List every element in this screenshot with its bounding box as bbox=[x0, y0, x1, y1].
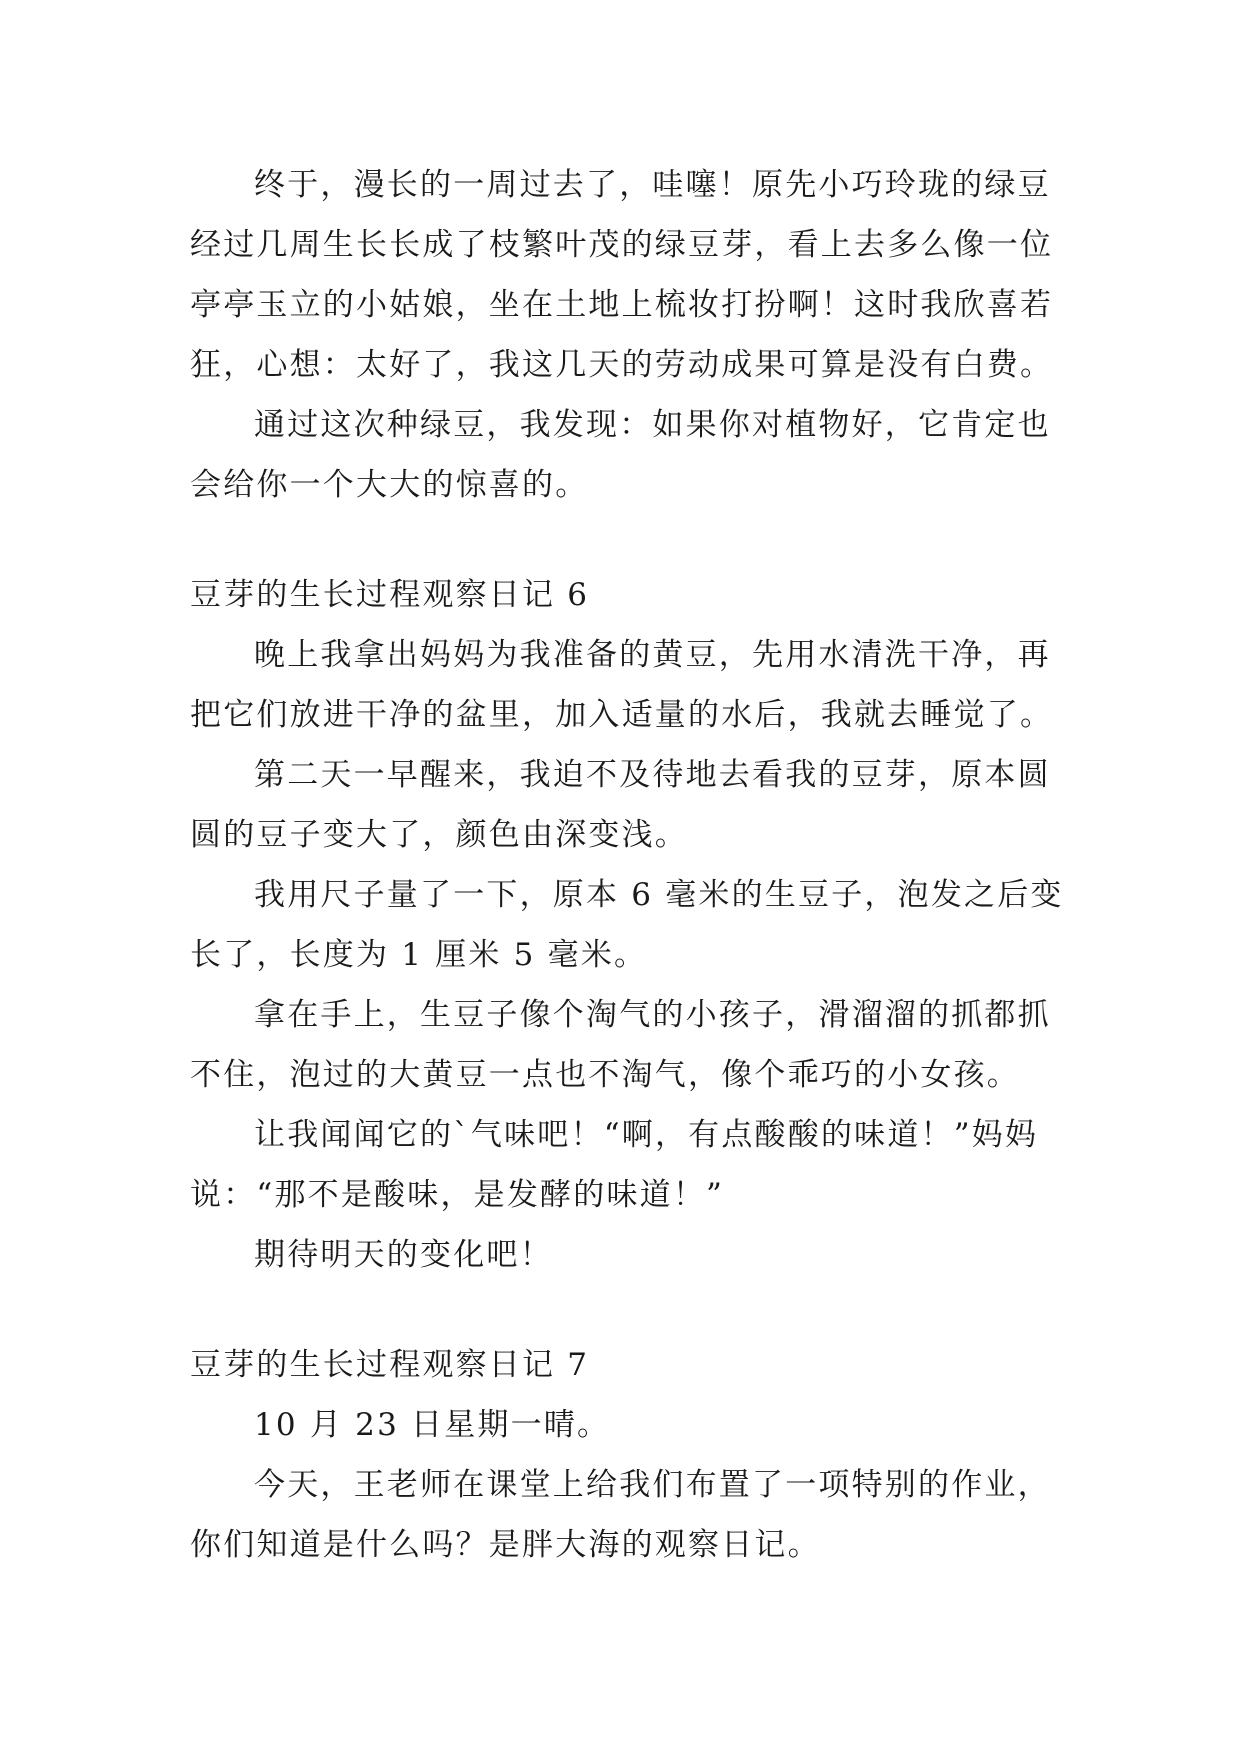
paragraph-line: 你们知道是什么吗？是胖大海的观察日记。 bbox=[190, 1527, 821, 1563]
paragraph-line: 圆的豆子变大了，颜色由深变浅。 bbox=[190, 817, 688, 853]
paragraph-line: 狂，心想：太好了，我这几天的劳动成果可算是没有白费。 bbox=[190, 347, 1054, 383]
paragraph-line: 不住，泡过的大黄豆一点也不淘气，像个乖巧的小女孩。 bbox=[190, 1057, 1020, 1093]
paragraph-line: 晚上我拿出妈妈为我准备的黄豆，先用水清洗干净，再 bbox=[254, 637, 1051, 673]
paragraph-line: 把它们放进干净的盆里，加入适量的水后，我就去睡觉了。 bbox=[190, 697, 1054, 733]
paragraph-line: 期待明天的变化吧！ bbox=[254, 1237, 553, 1273]
section-heading: 豆芽的生长过程观察日记 6 bbox=[190, 577, 590, 613]
paragraph-line: 今天，王老师在课堂上给我们布置了一项特别的作业， bbox=[254, 1467, 1051, 1503]
paragraph-line: 10 月 23 日星期一晴。 bbox=[254, 1407, 611, 1443]
paragraph-line: 通过这次种绿豆，我发现：如果你对植物好，它肯定也 bbox=[254, 407, 1051, 443]
paragraph-line: 拿在手上，生豆子像个淘气的小孩子，滑溜溜的抓都抓 bbox=[254, 997, 1051, 1033]
paragraph-line: 经过几周生长长成了枝繁叶茂的绿豆芽，看上去多么像一位 bbox=[190, 227, 1054, 263]
paragraph-line: 会给你一个大大的惊喜的。 bbox=[190, 467, 589, 503]
paragraph-line: 说：“那不是酸味，是发酵的味道！” bbox=[190, 1177, 725, 1213]
paragraph-line: 我用尺子量了一下，原本 6 毫米的生豆子，泡发之后变 bbox=[254, 877, 1064, 913]
paragraph-line: 第二天一早醒来，我迫不及待地去看我的豆芽，原本圆 bbox=[254, 757, 1051, 793]
paragraph-line: 长了，长度为 1 厘米 5 毫米。 bbox=[190, 937, 648, 973]
section-heading: 豆芽的生长过程观察日记 7 bbox=[190, 1347, 590, 1383]
paragraph-line: 亭亭玉立的小姑娘，坐在土地上梳妆打扮啊！这时我欣喜若 bbox=[190, 287, 1054, 323]
paragraph-line: 终于，漫长的一周过去了，哇噻！原先小巧玲珑的绿豆 bbox=[254, 167, 1051, 203]
paragraph-line: 让我闻闻它的`气味吧！“啊，有点酸酸的味道！”妈妈 bbox=[254, 1117, 1039, 1153]
